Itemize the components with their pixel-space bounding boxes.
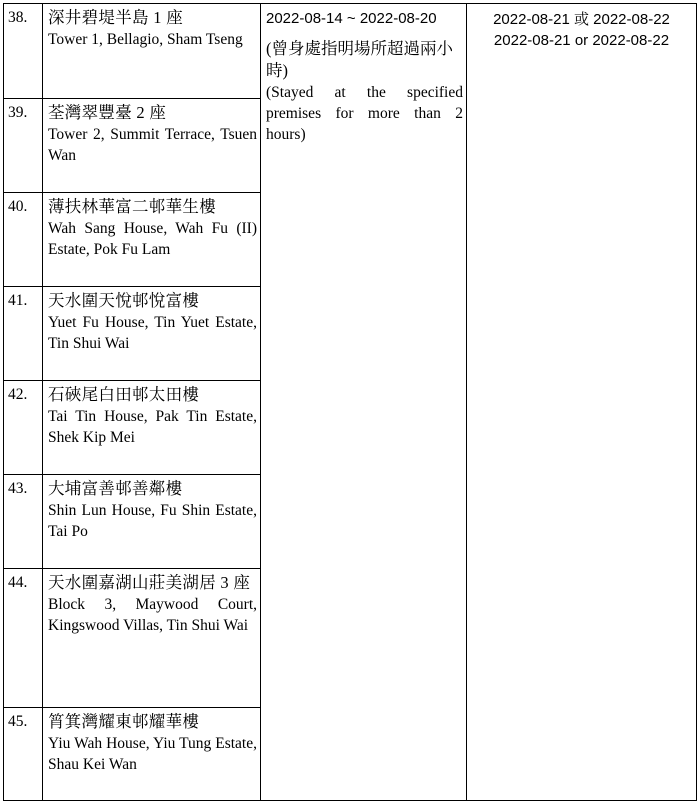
building-name-en: Yiu Wah House, Yiu Tung Estate, Shau Kei Wan <box>48 735 257 773</box>
building-name-zh: 天水圍天悅邨悅富樓 <box>48 291 200 310</box>
row-number: 43. <box>4 475 43 569</box>
testing-dates-cell <box>467 4 697 801</box>
building-name-zh: 石硤尾白田邨太田樓 <box>48 385 200 404</box>
period-note-en: (Stayed at the specified premises for more than 2 hours) <box>266 84 463 143</box>
building-cell <box>43 381 261 475</box>
building-cell <box>43 287 261 381</box>
row-number: 44. <box>4 569 43 708</box>
building-name-en: Block 3, Maywood Court, Kingswood Villas, Tin Shui Wai <box>48 596 257 634</box>
building-name-zh: 大埔富善邨善鄰樓 <box>48 479 183 498</box>
building-name-en: Tai Tin House, Pak Tin Estate, Shek Kip Mei <box>48 408 257 446</box>
building-name-zh: 薄扶林華富二邨華生樓 <box>48 197 216 216</box>
table-row <box>4 4 697 99</box>
building-name-en: Yuet Fu House, Tin Yuet Estate, Tin Shui Wai <box>48 314 257 352</box>
building-name-en: Tower 1, Bellagio, Sham Tseng <box>48 31 243 48</box>
building-name-en: Wah Sang House, Wah Fu (II) Estate, Pok Fu Lam <box>48 220 257 258</box>
testing-dates-en: 2022-08-21 or 2022-08-22 <box>493 32 670 49</box>
building-name-en: Tower 2, Summit Terrace, Tsuen Wan <box>48 126 257 164</box>
row-number: 42. <box>4 381 43 475</box>
row-number: 45. <box>4 708 43 801</box>
building-cell <box>43 193 261 287</box>
testing-dates-zh: 2022-08-21 或 2022-08-22 <box>493 11 670 28</box>
building-name-en: Shin Lun House, Fu Shin Estate, Tai Po <box>48 502 257 540</box>
building-cell <box>43 99 261 193</box>
row-number: 41. <box>4 287 43 381</box>
building-cell <box>43 569 261 708</box>
building-name-zh: 深井碧堤半島 1 座 <box>48 8 183 27</box>
row-number: 40. <box>4 193 43 287</box>
building-cell <box>43 4 261 99</box>
period-note-zh: (曾身處指明場所超過兩小時) <box>266 39 453 80</box>
row-number: 38. <box>4 4 43 99</box>
building-name-zh: 荃灣翠豐臺 2 座 <box>48 103 167 122</box>
row-number: 39. <box>4 99 43 193</box>
building-cell <box>43 475 261 569</box>
period-cell <box>261 4 467 801</box>
period-range: 2022-08-14 ~ 2022-08-20 <box>266 10 437 27</box>
building-cell <box>43 708 261 801</box>
premises-table <box>3 3 697 801</box>
building-name-zh: 筲箕灣耀東邨耀華樓 <box>48 712 200 731</box>
building-name-zh: 天水圍嘉湖山莊美湖居 3 座 <box>48 573 251 592</box>
